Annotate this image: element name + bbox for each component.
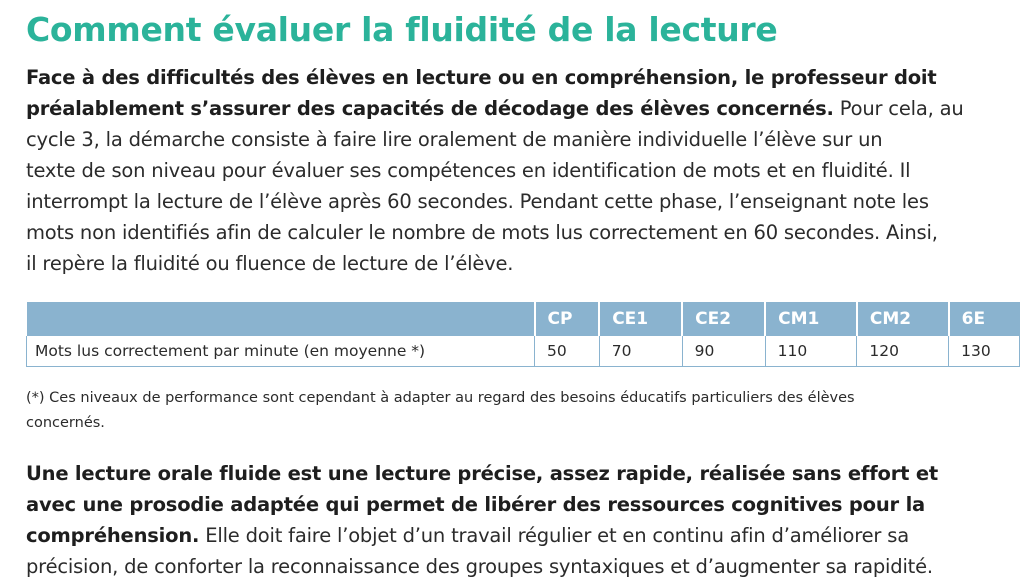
- bold-text-run: préalablement s’assurer des capacités de décodage des élèves concernés.: [26, 97, 834, 120]
- paragraph-line: [26, 186, 1022, 217]
- table-row-label: Mots lus correctement par minute (en moyenne *): [27, 336, 535, 367]
- fluency-table-container: [26, 302, 1020, 367]
- footnote-line: (*) Ces niveaux de performance sont cependant à adapter au regard des besoins éducatifs particuliers des élèves: [26, 390, 855, 406]
- text-run: texte de son niveau pour évaluer ses compétences en identification de mots et en fluidité. Il: [26, 159, 911, 182]
- paragraph-line: [26, 155, 1022, 186]
- paragraph-line: [26, 62, 1022, 93]
- text-run: mots non identifiés afin de calculer le nombre de mots lus correctement en 60 secondes. Ainsi,: [26, 221, 938, 244]
- footnote: [26, 386, 1016, 436]
- text-run: il repère la fluidité ou fluence de lecture de l’élève.: [26, 252, 514, 275]
- table-cell: 120: [857, 336, 949, 367]
- conclusion-paragraph: [26, 458, 1022, 582]
- table-header-cell: CM2: [857, 302, 949, 336]
- text-run: interrompt la lecture de l’élève après 60 secondes. Pendant cette phase, l’enseignant note les: [26, 190, 929, 213]
- text-run: cycle 3, la démarche consiste à faire lire oralement de manière individuelle l’élève sur un: [26, 128, 883, 151]
- intro-paragraph: [26, 62, 1022, 279]
- paragraph-line: [26, 458, 1022, 489]
- footnote-line: concernés.: [26, 415, 105, 431]
- fluency-table: [26, 302, 1020, 367]
- paragraph-line: [26, 93, 1022, 124]
- table-header-cell: CE2: [682, 302, 765, 336]
- table-cell: 70: [599, 336, 682, 367]
- paragraph-line: [26, 217, 1022, 248]
- bold-text-run: Une lecture orale fluide est une lecture précise, assez rapide, réalisée sans effort et: [26, 462, 938, 485]
- table-header-row: [27, 302, 1020, 336]
- bold-text-run: avec une prosodie adaptée qui permet de libérer des ressources cognitives pour la: [26, 493, 926, 516]
- paragraph-line: [26, 551, 1022, 582]
- paragraph-line: [26, 489, 1022, 520]
- paragraph-line: [26, 520, 1022, 551]
- table-cell: 130: [949, 336, 1020, 367]
- text-run: Pour cela, au: [833, 97, 964, 120]
- paragraph-line: [26, 124, 1022, 155]
- text-run: précision, de conforter la reconnaissance des groupes syntaxiques et d’augmenter sa rapidité.: [26, 555, 933, 578]
- table-header-cell: 6E: [949, 302, 1020, 336]
- table-header-cell: [27, 302, 535, 336]
- text-run: Elle doit faire l’objet d’un travail régulier et en continu afin d’améliorer sa: [199, 524, 909, 547]
- table-row: [27, 336, 1020, 367]
- table-cell: 50: [535, 336, 600, 367]
- page-title: Comment évaluer la fluidité de la lecture: [26, 10, 778, 49]
- table-cell: 90: [682, 336, 765, 367]
- bold-text-run: Face à des difficultés des élèves en lecture ou en compréhension, le professeur doit: [26, 66, 937, 89]
- table-header-cell: CP: [535, 302, 600, 336]
- bold-text-run: compréhension.: [26, 524, 200, 547]
- table-cell: 110: [765, 336, 857, 367]
- paragraph-line: [26, 248, 1022, 279]
- table-header-cell: CM1: [765, 302, 857, 336]
- table-header-cell: CE1: [599, 302, 682, 336]
